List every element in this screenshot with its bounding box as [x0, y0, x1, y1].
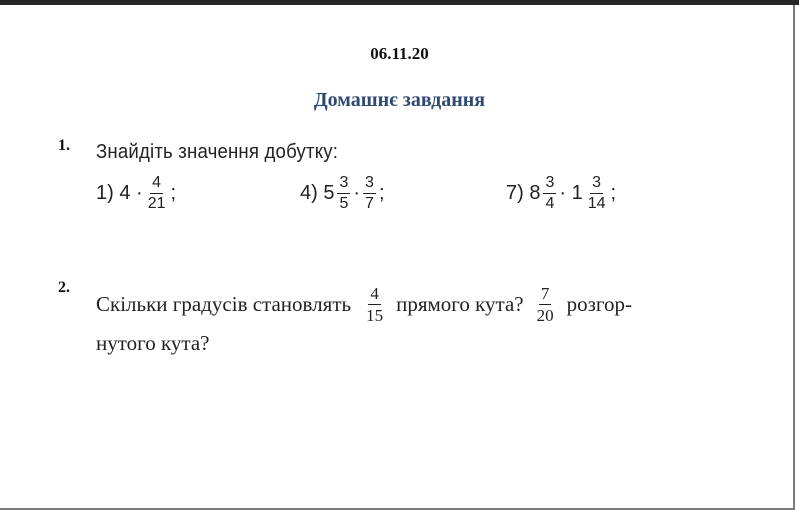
- document-page: [0, 5, 795, 510]
- numerator: 4: [370, 284, 379, 303]
- fraction: [364, 285, 385, 324]
- denominator: 15: [366, 306, 384, 325]
- task-2-text-part-1: Скільки градусів становлять: [96, 292, 352, 316]
- expression-1: [96, 175, 176, 212]
- task-2-text-part-2: прямого кута?: [396, 292, 524, 316]
- task-2-number: 2.: [58, 279, 70, 296]
- multiply-one: · 1: [559, 182, 583, 204]
- semicolon: ;: [610, 182, 617, 204]
- denominator: 7: [365, 195, 374, 212]
- fraction: [535, 285, 556, 324]
- numerator: 7: [540, 284, 550, 303]
- semicolon: ;: [170, 182, 177, 204]
- expression-4-label: 4) 5: [300, 182, 335, 204]
- fraction: [543, 175, 556, 212]
- denominator: 14: [587, 195, 606, 212]
- denominator: 4: [545, 195, 555, 212]
- multiply-dot: ·: [353, 182, 361, 204]
- task-2-line-2: нутого кута?: [96, 331, 210, 355]
- numerator: 4: [150, 175, 163, 194]
- expression-7-label: 7) 8: [506, 182, 541, 204]
- task-2-line-1: [96, 285, 632, 324]
- fraction: [363, 175, 376, 212]
- fraction: [146, 175, 168, 212]
- denominator: 21: [147, 195, 166, 212]
- date-heading: 06.11.20: [370, 44, 429, 63]
- numerator: 3: [337, 175, 350, 194]
- denominator: 20: [536, 306, 554, 325]
- fraction: [337, 175, 350, 212]
- task-1-number: 1.: [58, 137, 70, 154]
- fraction: [586, 175, 608, 212]
- expression-1-label: 1) 4 ·: [96, 182, 143, 204]
- task-1-text: Знайдіть значення добутку:: [96, 141, 339, 163]
- numerator: 3: [363, 175, 376, 194]
- expression-7: [506, 175, 616, 212]
- numerator: 3: [543, 175, 556, 194]
- task-2-text-part-3: розгор-: [566, 292, 632, 316]
- semicolon: ;: [378, 182, 385, 204]
- numerator: 3: [590, 175, 603, 194]
- page-title: Домашнє завдання: [313, 89, 486, 111]
- denominator: 5: [339, 195, 349, 212]
- expression-4: [300, 175, 385, 212]
